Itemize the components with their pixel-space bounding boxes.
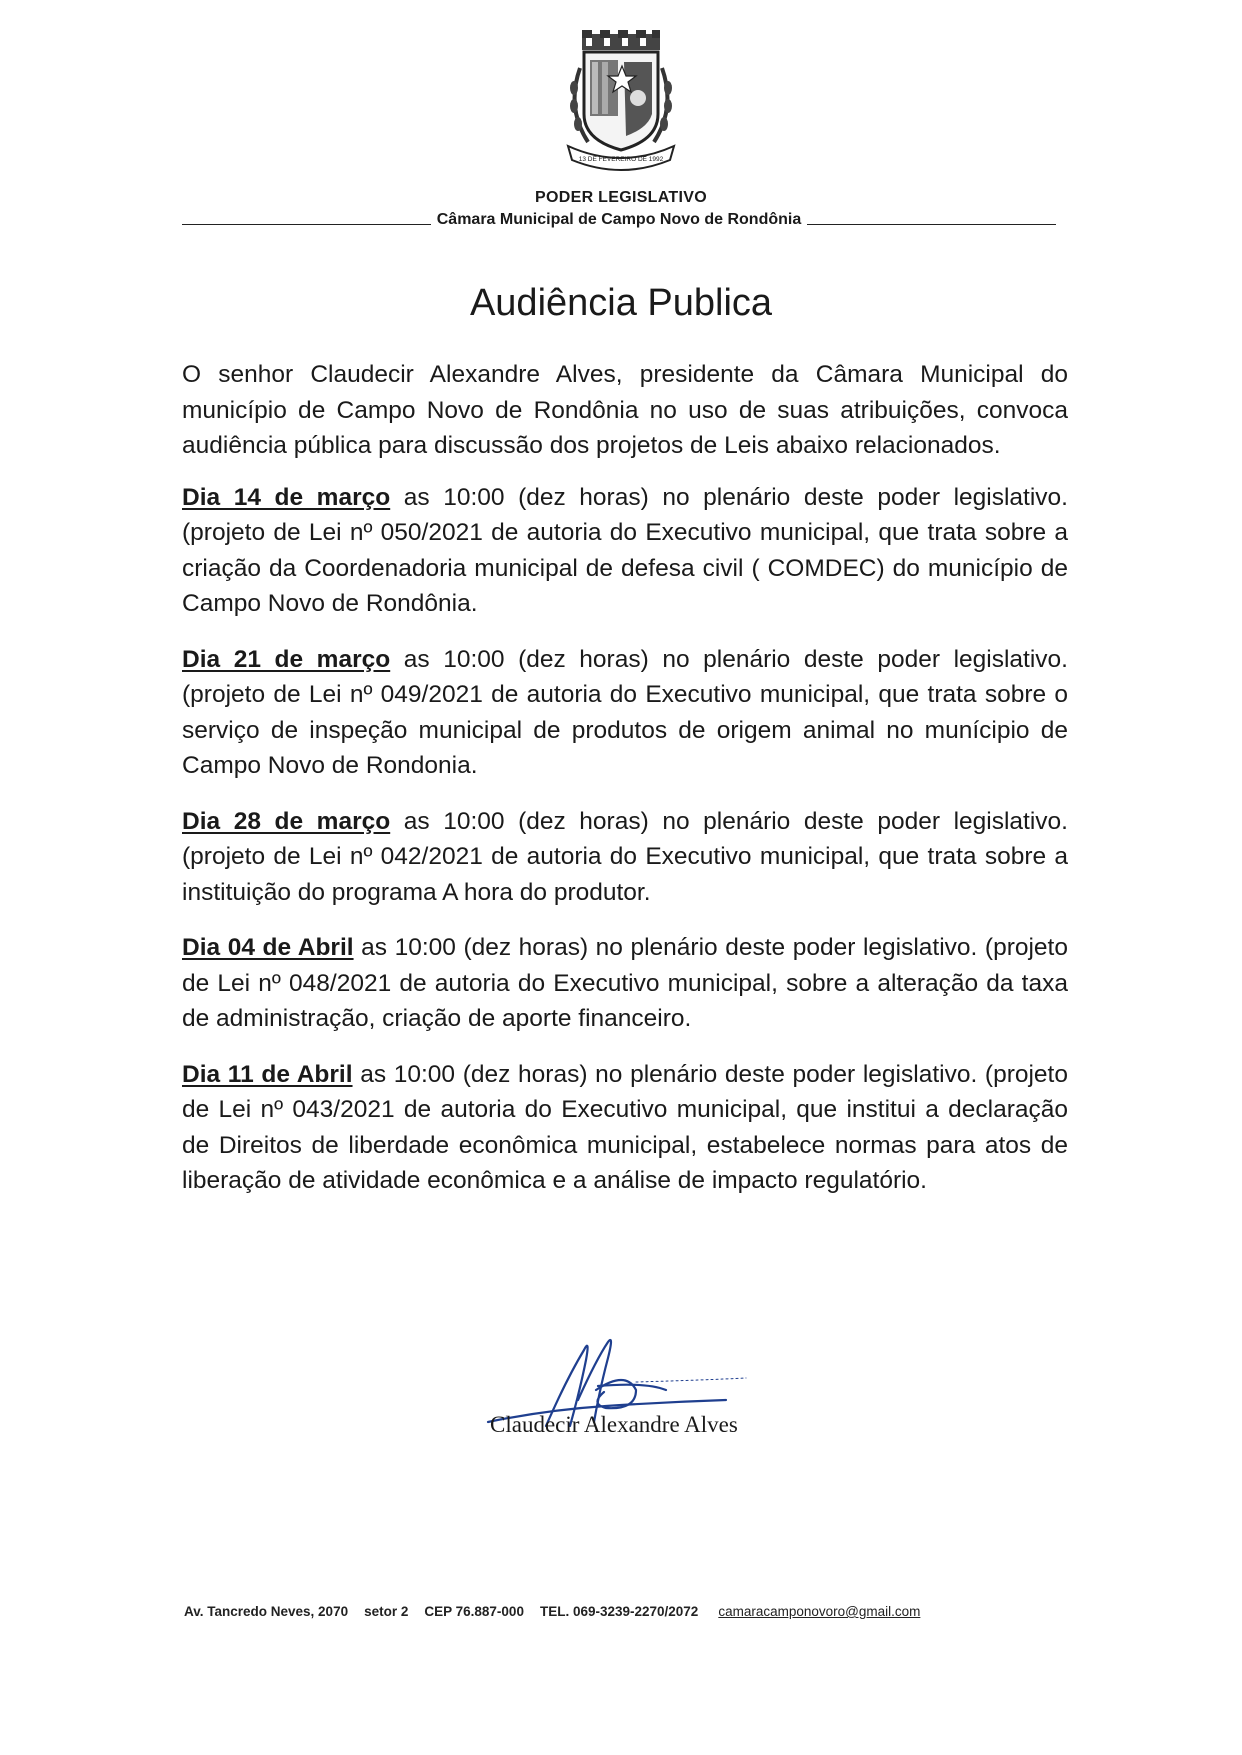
hearing-schedule: as 10:00 (dez horas) no plenário deste poder legislativo. <box>390 483 1068 511</box>
header-subtitle: Câmara Municipal de Campo Novo de Rondônia <box>436 211 802 228</box>
footer-email-link[interactable]: camaracamponovoro@gmail.com <box>718 1604 921 1619</box>
hearing-schedule: as 10:00 (dez horas) no plenário deste poder legislativo. <box>352 1060 978 1088</box>
hearing-schedule: as 10:00 (dez horas) no plenário deste poder legislativo. <box>353 934 978 961</box>
hearing-description: (projeto de Lei nº 042/2021 de autoria do Executivo municipal, que trata sobre a instituição do programa A hora do produtor. <box>182 843 1068 906</box>
hearing-schedule: as 10:00 (dez horas) no plenário deste poder legislativo. <box>390 807 1068 835</box>
header-subtitle-row <box>182 211 1056 229</box>
hearing-schedule: as 10:00 (dez horas) no plenário deste poder legislativo. <box>390 645 1068 673</box>
signatory-name: Claudecir Alexandre Alves <box>490 1412 738 1437</box>
hearing-description: (projeto de Lei nº 050/2021 de autoria do Executivo municipal, que trata sobre a criação da Coordenadoria municipal de defesa civil ( COMDEC) do município de Campo Novo de Rondônia. <box>182 519 1068 617</box>
hearing-date: Dia 14 de março <box>182 483 391 511</box>
hearing-entry <box>182 1057 1068 1199</box>
municipal-coat-of-arms-icon <box>556 28 686 176</box>
document-title: Audiência Publica <box>469 282 773 324</box>
hearing-description: (projeto de Lei nº 048/2021 de autoria do Executivo municipal, sobre a alteração da taxa de administração, criação de aporte financeiro. <box>182 934 1068 1032</box>
header-rule-left <box>182 224 431 225</box>
footer-cep: CEP 76.887-000 <box>424 1604 524 1619</box>
footer-address: Av. Tancredo Neves, 2070 <box>184 1604 349 1619</box>
document-body <box>182 357 1068 1219</box>
hearing-description: (projeto de Lei nº 043/2021 de autoria do Executivo municipal, que institui a declaração de Direitos de liberdade econômica municipal, estabelece normas para atos de liberação de atividade econômica e a análise de impacto regulatório. <box>182 1060 1068 1194</box>
crest-crown <box>582 30 660 50</box>
header-rule-right <box>807 224 1056 225</box>
footer-contact <box>184 1604 1014 1619</box>
intro-paragraph: O senhor Claudecir Alexandre Alves, presidente da Câmara Municipal do município de Campo Novo de Rondônia no uso de suas atribuições, convoca audiência pública para discussão dos projetos de Leis abaixo relacionados. <box>182 361 1068 459</box>
hearing-date: Dia 28 de março <box>182 807 391 835</box>
hearing-entry <box>182 480 1068 622</box>
footer-sector: setor 2 <box>364 1604 409 1619</box>
hearing-date: Dia 11 de Abril <box>182 1060 353 1088</box>
hearing-entry <box>182 930 1068 1037</box>
hearing-date: Dia 04 de Abril <box>182 934 354 961</box>
hearing-date: Dia 21 de março <box>182 645 391 673</box>
hearing-description: (projeto de Lei nº 049/2021 de autoria do Executivo municipal, que trata sobre o serviço de inspeção municipal de produtos de origem animal no munícipio de Campo Novo de Rondonia. <box>182 681 1068 779</box>
header-title: PODER LEGISLATIVO <box>535 189 707 206</box>
hearing-entry <box>182 642 1068 784</box>
svg-text:13 DE FEVEREIRO DE 1992: 13 DE FEVEREIRO DE 1992 <box>578 156 664 163</box>
hearing-entry <box>182 804 1068 911</box>
footer-phone: TEL. 069-3239-2270/2072 <box>539 1604 699 1619</box>
